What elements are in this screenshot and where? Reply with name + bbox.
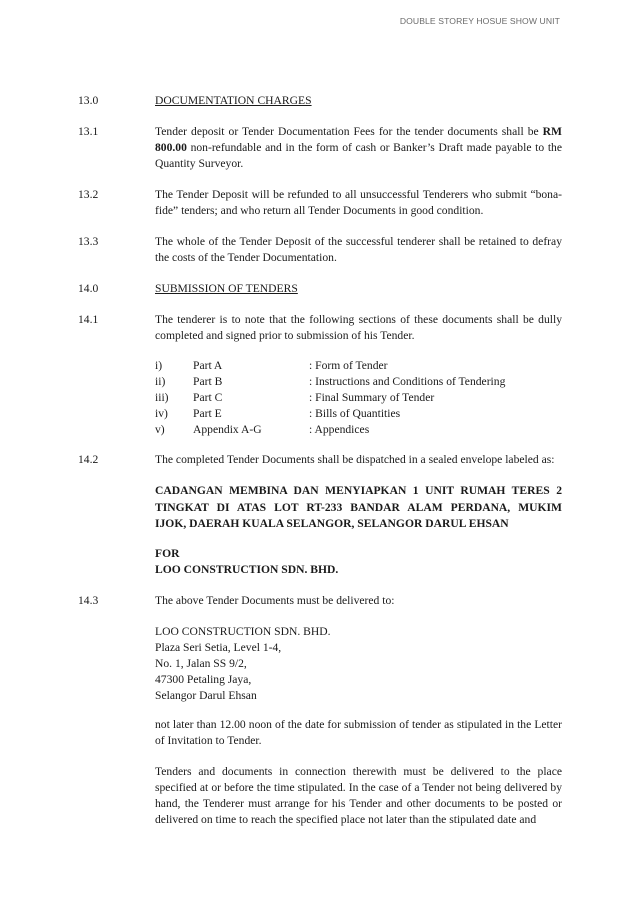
section-13-1: [78, 124, 562, 172]
list-item: ii) Part B : Instructions and Conditions of Tendering: [155, 375, 506, 388]
running-header: DOUBLE STOREY HOSUE SHOW UNIT: [399, 16, 560, 26]
for-label: FOR: [155, 547, 180, 560]
deposit-amount: RM 800.00: [155, 125, 562, 154]
section-number: 13.0: [78, 94, 99, 107]
section-13-0: [78, 93, 562, 109]
section-paragraph: The above Tender Documents must be delivered to:: [155, 594, 395, 607]
section-number: 13.3: [78, 235, 99, 248]
section-number: 14.2: [78, 453, 99, 466]
delivery-address: LOO CONSTRUCTION SDN. BHD. Plaza Seri Setia, Level 1-4, No. 1, Jalan SS 9/2, 47300 Petaling Jaya, Selangor Darul Ehsan: [155, 625, 331, 702]
section-heading: DOCUMENTATION CHARGES: [155, 94, 312, 107]
section-paragraph: The whole of the Tender Deposit of the successful tenderer shall be retained to defray the costs of the Tender Documentation.: [155, 235, 562, 264]
list-item: iii) Part C : Final Summary of Tender: [155, 391, 435, 404]
project-title: CADANGAN MEMBINA DAN MENYIAPKAN 1 UNIT RUMAH TERES 2 TINGKAT DI ATAS LOT RT-233 BANDAR ALAM PERDANA, MUKIM IJOK, DAERAH KUALA SELANGOR, SELANGOR DARUL EHSAN: [155, 484, 562, 530]
section-14-1: [78, 312, 562, 344]
delivery-paragraph: Tenders and documents in connection therewith must be delivered to the place specified at or before the time stipulated. In the case of a Tender not being delivered by hand, the Tenderer must arrange for his Tender and other documents to be posted or delivered on time to reach the specified place not later than the stipulated date and: [155, 765, 562, 826]
section-paragraph: The tenderer is to note that the following sections of these documents shall be dully completed and signed prior to submission of his Tender.: [155, 313, 562, 342]
list-item: i) Part A : Form of Tender: [155, 359, 388, 372]
section-13-3: [78, 234, 562, 266]
section-paragraph: Tender deposit or Tender Documentation Fees for the tender documents shall be RM 800.00 non-refundable and in the form of cash or Banker’s Draft made payable to the Quantity Surveyor.: [155, 125, 562, 170]
required-sections-list: [155, 358, 562, 438]
section-paragraph: The Tender Deposit will be refunded to all unsuccessful Tenderers who submit “bona-fide” tenders; and who return all Tender Documents in good condition.: [155, 188, 562, 217]
addressee-block: [155, 546, 562, 578]
section-14-3: [78, 593, 562, 609]
section-number: 13.2: [78, 188, 99, 201]
list-item: v) Appendix A-G : Appendices: [155, 423, 370, 436]
section-number: 14.1: [78, 313, 99, 326]
section-13-2: [78, 187, 562, 219]
section-number: 14.3: [78, 594, 99, 607]
section-number: 14.0: [78, 282, 99, 295]
section-number: 13.1: [78, 125, 99, 138]
section-14-0: [78, 281, 562, 297]
section-heading: SUBMISSION OF TENDERS: [155, 282, 298, 295]
section-paragraph: The completed Tender Documents shall be dispatched in a sealed envelope labeled as:: [155, 453, 555, 466]
deadline-paragraph: not later than 12.00 noon of the date for submission of tender as stipulated in the Letter of Invitation to Tender.: [155, 718, 562, 747]
company-name: LOO CONSTRUCTION SDN. BHD.: [155, 563, 339, 576]
section-14-2: [78, 452, 562, 468]
list-item: iv) Part E : Bills of Quantities: [155, 407, 401, 420]
